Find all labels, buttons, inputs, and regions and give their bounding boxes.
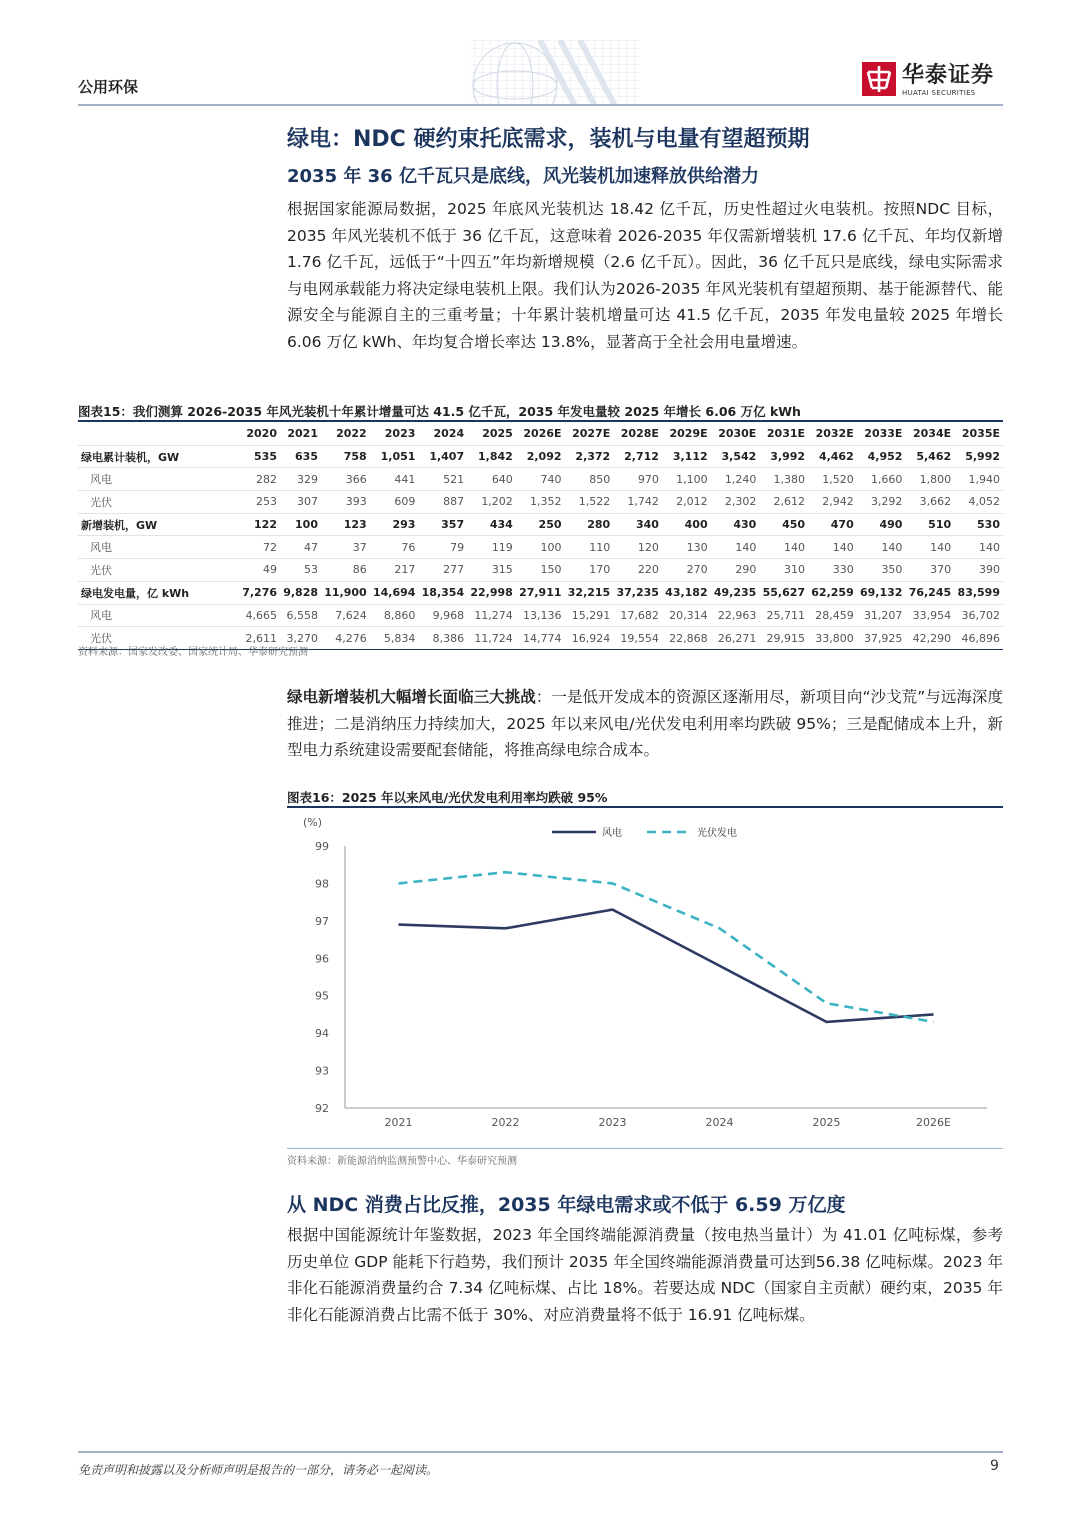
table-cell: 79 xyxy=(450,540,465,554)
table-year-header: 2028E xyxy=(620,427,659,441)
table-cell: 37 xyxy=(352,540,367,554)
table-year-header: 2032E xyxy=(815,427,854,441)
table-year-header: 2024 xyxy=(433,427,465,441)
table-cell: 4,052 xyxy=(968,495,1000,509)
table-row xyxy=(78,513,1003,536)
section-paragraph: 根据国家能源局数据，2025 年底风光装机达 18.42 亿千瓦，历史性超过火电装机。按照NDC 目标，2035 年风光装机不低于 36 亿千瓦，这意味着 2026-2035 年仅需新增装机 17.6 亿千瓦、年均仅新增 1.76 亿千瓦，远低于“十四五”年均新增规模（2.6 亿千瓦）。因此，36 亿千瓦只是底线，绿电实际需求与电网承载能力将决定绿电装机上限。我们认为2026-2035 年风光装机有望超预期、基于能源替代、能源安全与能源自主的三重考量；十年累计装机增量可达 41.5 亿千瓦，2035 年发电量较 2025 年增长 6.06 万亿 kWh、年均复合增长率达 13.8%，显著高于全社会用电量增速。 xyxy=(287,200,1003,351)
table-cell: 33,954 xyxy=(912,608,952,622)
table-cell: 140 xyxy=(832,540,854,554)
table-cell: 1,380 xyxy=(773,472,806,486)
table-year-header: 2035E xyxy=(961,427,1000,441)
table-cell: 76,245 xyxy=(908,586,952,600)
table-cell: 366 xyxy=(345,472,367,486)
table-cell: 4,276 xyxy=(335,631,367,645)
table-cell: 340 xyxy=(635,518,659,532)
table-cell: 434 xyxy=(489,518,513,532)
table-cell: 277 xyxy=(443,563,465,577)
table-cell: 521 xyxy=(443,472,465,486)
table-cell: 119 xyxy=(491,540,513,554)
table-row xyxy=(78,581,1003,604)
table-cell: 350 xyxy=(881,563,903,577)
legend-label: 光伏发电 xyxy=(697,828,737,839)
table-cell: 3,292 xyxy=(870,495,903,509)
table-cell: 1,800 xyxy=(919,472,952,486)
table-cell: 140 xyxy=(784,540,806,554)
chart-x-tick-label: 2023 xyxy=(598,1116,627,1129)
table-cell: 22,998 xyxy=(470,586,513,600)
table-cell: 6,558 xyxy=(286,608,318,622)
table-cell: 253 xyxy=(256,495,277,509)
footer-rule xyxy=(78,1451,1003,1453)
header-rule xyxy=(78,104,1003,106)
table-row-label: 风电 xyxy=(90,609,112,623)
chart-series-line-wind xyxy=(399,910,934,1022)
table-cell: 609 xyxy=(394,495,416,509)
table-row-label: 绿电发电量，亿 kWh xyxy=(81,586,190,600)
table-cell: 307 xyxy=(297,495,318,509)
table-source: 资料来源：国家发改委、国家统计局、华泰研究预测 xyxy=(78,647,308,658)
table-row xyxy=(78,559,1003,582)
table-cell: 250 xyxy=(538,518,562,532)
table-year-header: 2021 xyxy=(287,427,318,441)
table-cell: 20,314 xyxy=(669,608,708,622)
challenge-text: ：一是低开发成本的资源区逐渐用尽，新项目向“沙戈荒”与远海深度推进；二是消纳压力持续加大，2025 年以来风电/光伏发电利用率均跌破 95%；三是配储成本上升，新型电力系统建设需要配套储能，将推高绿电综合成本。 xyxy=(287,688,1003,759)
table-cell: 55,627 xyxy=(762,586,806,600)
table-cell: 22,963 xyxy=(717,608,757,622)
table-cell: 123 xyxy=(343,518,367,532)
table-cell: 69,132 xyxy=(859,586,903,600)
table-year-header: 2020 xyxy=(246,427,277,441)
chart-y-tick-label: 96 xyxy=(315,952,329,966)
table-top-rule xyxy=(78,420,1003,422)
table-row xyxy=(78,604,1003,627)
table-cell: 37,925 xyxy=(863,631,903,645)
table-cell: 170 xyxy=(589,563,611,577)
table-cell: 2,612 xyxy=(773,495,806,509)
chart-bottom-rule xyxy=(287,1148,1003,1149)
chart-y-tick-label: 99 xyxy=(315,840,329,853)
chart-x-tick-label: 2025 xyxy=(812,1116,841,1129)
table-cell: 1,842 xyxy=(478,450,513,464)
chart-y-axis xyxy=(315,840,345,1115)
logo-mark-icon xyxy=(862,62,896,96)
table-cell: 53 xyxy=(304,563,318,577)
table-cell: 9,828 xyxy=(283,586,318,600)
table-row-label: 绿电累计装机，GW xyxy=(81,450,180,464)
table-cell: 100 xyxy=(295,518,318,532)
table-cell: 37,235 xyxy=(616,586,659,600)
chart-source: 资料来源：新能源消纳监测预警中心、华泰研究预测 xyxy=(287,1156,517,1167)
table-cell: 22,868 xyxy=(669,631,708,645)
table-year-header: 2034E xyxy=(913,427,952,441)
chart-x-tick-label: 2021 xyxy=(384,1116,413,1129)
table-cell: 7,276 xyxy=(242,586,277,600)
chart-x-tick-label: 2022 xyxy=(491,1116,520,1129)
challenge-lead: 绿电新增装机大幅增长面临三大挑战 xyxy=(287,688,536,706)
chart-title: 图表16：2025 年以来风电/光伏发电利用率均跌破 95% xyxy=(287,790,608,805)
table-cell: 29,915 xyxy=(766,631,806,645)
table-cell: 140 xyxy=(881,540,903,554)
table-cell: 2,092 xyxy=(526,450,562,464)
table-cell: 19,554 xyxy=(620,631,659,645)
table-cell: 7,624 xyxy=(335,608,367,622)
table-cell: 282 xyxy=(256,472,277,486)
table-cell: 2,712 xyxy=(624,450,659,464)
table-cell: 130 xyxy=(686,540,708,554)
capacity-table xyxy=(78,423,1003,650)
table-cell: 1,352 xyxy=(530,495,562,509)
section2-title: 从 NDC 消费占比反推，2035 年绿电需求或不低于 6.59 万亿度 xyxy=(287,1194,846,1216)
logo-name-cn: 华泰证券 xyxy=(902,63,995,88)
table-cell: 16,924 xyxy=(571,631,611,645)
table-cell: 4,462 xyxy=(818,450,854,464)
table-cell: 1,660 xyxy=(870,472,903,486)
table-cell: 270 xyxy=(686,563,708,577)
table-cell: 11,900 xyxy=(324,586,367,600)
table-row-label: 风电 xyxy=(90,473,112,487)
table-cell: 140 xyxy=(979,540,1000,554)
table-cell: 13,136 xyxy=(523,608,562,622)
table-cell: 47 xyxy=(304,540,318,554)
table-year-header: 2029E xyxy=(669,427,708,441)
table-cell: 3,270 xyxy=(286,631,318,645)
table-cell: 4,665 xyxy=(245,608,277,622)
table-cell: 2,611 xyxy=(245,631,277,645)
table-cell: 430 xyxy=(733,518,757,532)
table-cell: 370 xyxy=(930,563,952,577)
page-number: 9 xyxy=(990,1458,999,1474)
table-cell: 11,724 xyxy=(474,631,513,645)
table-cell: 217 xyxy=(394,563,416,577)
table-cell: 14,774 xyxy=(523,631,562,645)
table-cell: 329 xyxy=(297,472,318,486)
table-row-label: 光伏 xyxy=(90,632,112,646)
table-cell: 76 xyxy=(401,540,416,554)
table-cell: 1,240 xyxy=(724,472,757,486)
table-body xyxy=(78,445,1003,649)
table-cell: 4,952 xyxy=(867,450,903,464)
challenge-paragraph xyxy=(287,684,1003,764)
table-cell: 5,992 xyxy=(965,450,1000,464)
table-cell: 3,662 xyxy=(919,495,952,509)
table-cell: 393 xyxy=(345,495,367,509)
table-cell: 72 xyxy=(263,540,277,554)
table-cell: 11,274 xyxy=(474,608,513,622)
table-header-row xyxy=(78,423,1003,445)
table-cell: 15,291 xyxy=(571,608,611,622)
footer-disclaimer: 免责声明和披露以及分析师声明是报告的一部分，请务必一起阅读。 xyxy=(78,1463,439,1477)
table-cell: 470 xyxy=(830,518,854,532)
table-cell: 280 xyxy=(587,518,611,532)
table-cell: 25,711 xyxy=(766,608,806,622)
table-row-label: 新增装机，GW xyxy=(81,518,158,532)
chart-x-tick-label: 2026E xyxy=(916,1116,951,1129)
table-row xyxy=(78,536,1003,559)
table-cell: 887 xyxy=(443,495,465,509)
table-cell: 3,112 xyxy=(672,450,708,464)
chart-series xyxy=(399,872,934,1022)
table-cell: 1,407 xyxy=(429,450,465,464)
table-cell: 49 xyxy=(263,563,277,577)
table-row-label: 光伏 xyxy=(90,563,112,577)
header-globe-graphic xyxy=(410,40,640,106)
table-cell: 8,386 xyxy=(432,631,465,645)
table-cell: 2,012 xyxy=(676,495,708,509)
table-cell: 315 xyxy=(491,563,513,577)
table-cell: 535 xyxy=(254,450,277,464)
table-cell: 1,742 xyxy=(627,495,659,509)
table-cell: 290 xyxy=(735,563,757,577)
company-logo xyxy=(862,58,1007,102)
table-cell: 640 xyxy=(491,472,513,486)
chart-y-tick-label: 97 xyxy=(315,914,329,928)
table-cell: 120 xyxy=(637,540,659,554)
table-cell: 150 xyxy=(540,563,562,577)
table-cell: 8,860 xyxy=(383,608,416,622)
table-cell: 850 xyxy=(589,472,611,486)
table-year-header: 2026E xyxy=(523,427,562,441)
table-cell: 49,235 xyxy=(713,586,757,600)
table-year-header: 2030E xyxy=(718,427,757,441)
table-row xyxy=(78,468,1003,491)
table-year-header: 2031E xyxy=(766,427,806,441)
table-year-header: 2023 xyxy=(384,427,416,441)
table-cell: 28,459 xyxy=(815,608,854,622)
table-cell: 5,462 xyxy=(916,450,952,464)
table-cell: 17,682 xyxy=(620,608,659,622)
table-cell: 43,182 xyxy=(665,586,708,600)
table-cell: 310 xyxy=(784,563,806,577)
table-cell: 2,302 xyxy=(724,495,757,509)
table-cell: 2,942 xyxy=(822,495,854,509)
table-cell: 1,940 xyxy=(968,472,1000,486)
table-cell: 357 xyxy=(441,518,465,532)
chart-y-tick-label: 98 xyxy=(315,877,329,891)
table-cell: 140 xyxy=(735,540,757,554)
section2-paragraph: 根据中国能源统计年鉴数据，2023 年全国终端能源消费量（按电热当量计）为 41.01 亿吨标煤，参考历史单位 GDP 能耗下行趋势，我们预计 2035 年全国终端能源消费量可达到56.38 亿吨标煤。2023 年非化石能源消费量约合 7.34 亿吨标煤、占比 18%。若要达成 NDC（国家自主贡献）硬约束，2035 年非化石能源消费占比需不低于 30%、对应消费量将不低于 16.91 亿吨标煤。 xyxy=(287,1226,1003,1324)
table-cell: 1,202 xyxy=(481,495,513,509)
table-cell: 400 xyxy=(684,518,708,532)
table-cell: 1,520 xyxy=(822,472,854,486)
table-year-header: 2022 xyxy=(336,427,367,441)
table-cell: 33,800 xyxy=(815,631,854,645)
table-cell: 510 xyxy=(928,518,952,532)
table-cell: 3,542 xyxy=(721,450,757,464)
table-cell: 740 xyxy=(540,472,562,486)
utilization-chart xyxy=(287,808,1003,1148)
table-cell: 86 xyxy=(352,563,367,577)
table-cell: 31,207 xyxy=(863,608,903,622)
table-cell: 450 xyxy=(782,518,806,532)
table-year-header: 2025 xyxy=(482,427,513,441)
section-title: 绿电：NDC 硬约束托底需求，装机与电量有望超预期 xyxy=(287,127,810,152)
table-cell: 32,215 xyxy=(567,586,611,600)
table-cell: 390 xyxy=(979,563,1000,577)
table-cell: 26,271 xyxy=(717,631,757,645)
table-cell: 490 xyxy=(879,518,903,532)
table-cell: 36,702 xyxy=(961,608,1000,622)
table-cell: 1,100 xyxy=(676,472,708,486)
section-subtitle: 2035 年 36 亿千瓦只是底线，风光装机加速释放供给潜力 xyxy=(287,166,759,187)
table-cell: 970 xyxy=(637,472,659,486)
table-cell: 5,834 xyxy=(383,631,416,645)
table-cell: 635 xyxy=(295,450,318,464)
chart-series-line-solar xyxy=(399,872,934,1022)
chart-y-tick-label: 92 xyxy=(315,1102,329,1115)
chart-y-tick-label: 93 xyxy=(315,1064,329,1078)
table-cell: 18,354 xyxy=(421,586,465,600)
table-cell: 110 xyxy=(589,540,611,554)
table-cell: 9,968 xyxy=(432,608,465,622)
table-cell: 27,911 xyxy=(519,586,562,600)
table-cell: 1,051 xyxy=(380,450,416,464)
table-cell: 122 xyxy=(254,518,277,532)
table-cell: 330 xyxy=(832,563,854,577)
sector-label: 公用环保 xyxy=(78,78,139,96)
table-corner-cell xyxy=(78,423,239,445)
table-cell: 46,896 xyxy=(961,631,1000,645)
table-row-label: 风电 xyxy=(90,541,112,555)
table-cell: 3,992 xyxy=(770,450,806,464)
table-year-header: 2027E xyxy=(572,427,611,441)
table-row xyxy=(78,445,1003,468)
logo-name-en: HUATAI SECURITIES xyxy=(902,89,976,97)
chart-y-tick-label: 94 xyxy=(315,1027,329,1041)
table-row xyxy=(78,491,1003,514)
table-year-header: 2033E xyxy=(864,427,903,441)
chart-legend xyxy=(552,826,737,839)
table-cell: 83,599 xyxy=(957,586,1000,600)
table-title: 图表15：我们测算 2026-2035 年风光装机十年累计增量可达 41.5 亿千瓦，2035 年发电量较 2025 年增长 6.06 万亿 kWh xyxy=(78,404,801,419)
table-cell: 100 xyxy=(540,540,562,554)
table-cell: 220 xyxy=(637,563,659,577)
table-cell: 62,259 xyxy=(811,586,854,600)
table-cell: 14,694 xyxy=(372,586,416,600)
table-cell: 530 xyxy=(977,518,1000,532)
table-cell: 441 xyxy=(394,472,416,486)
table-cell: 1,522 xyxy=(578,495,611,509)
table-row-label: 光伏 xyxy=(90,495,112,509)
chart-x-axis xyxy=(345,1108,987,1129)
table-cell: 293 xyxy=(392,518,416,532)
table-cell: 140 xyxy=(930,540,952,554)
table-cell: 758 xyxy=(343,450,367,464)
chart-y-tick-label: 95 xyxy=(315,989,329,1003)
chart-y-unit: (%) xyxy=(303,816,323,829)
chart-x-tick-label: 2024 xyxy=(705,1116,734,1129)
table-cell: 2,372 xyxy=(575,450,611,464)
table-cell: 42,290 xyxy=(912,631,952,645)
legend-label: 风电 xyxy=(602,828,622,839)
